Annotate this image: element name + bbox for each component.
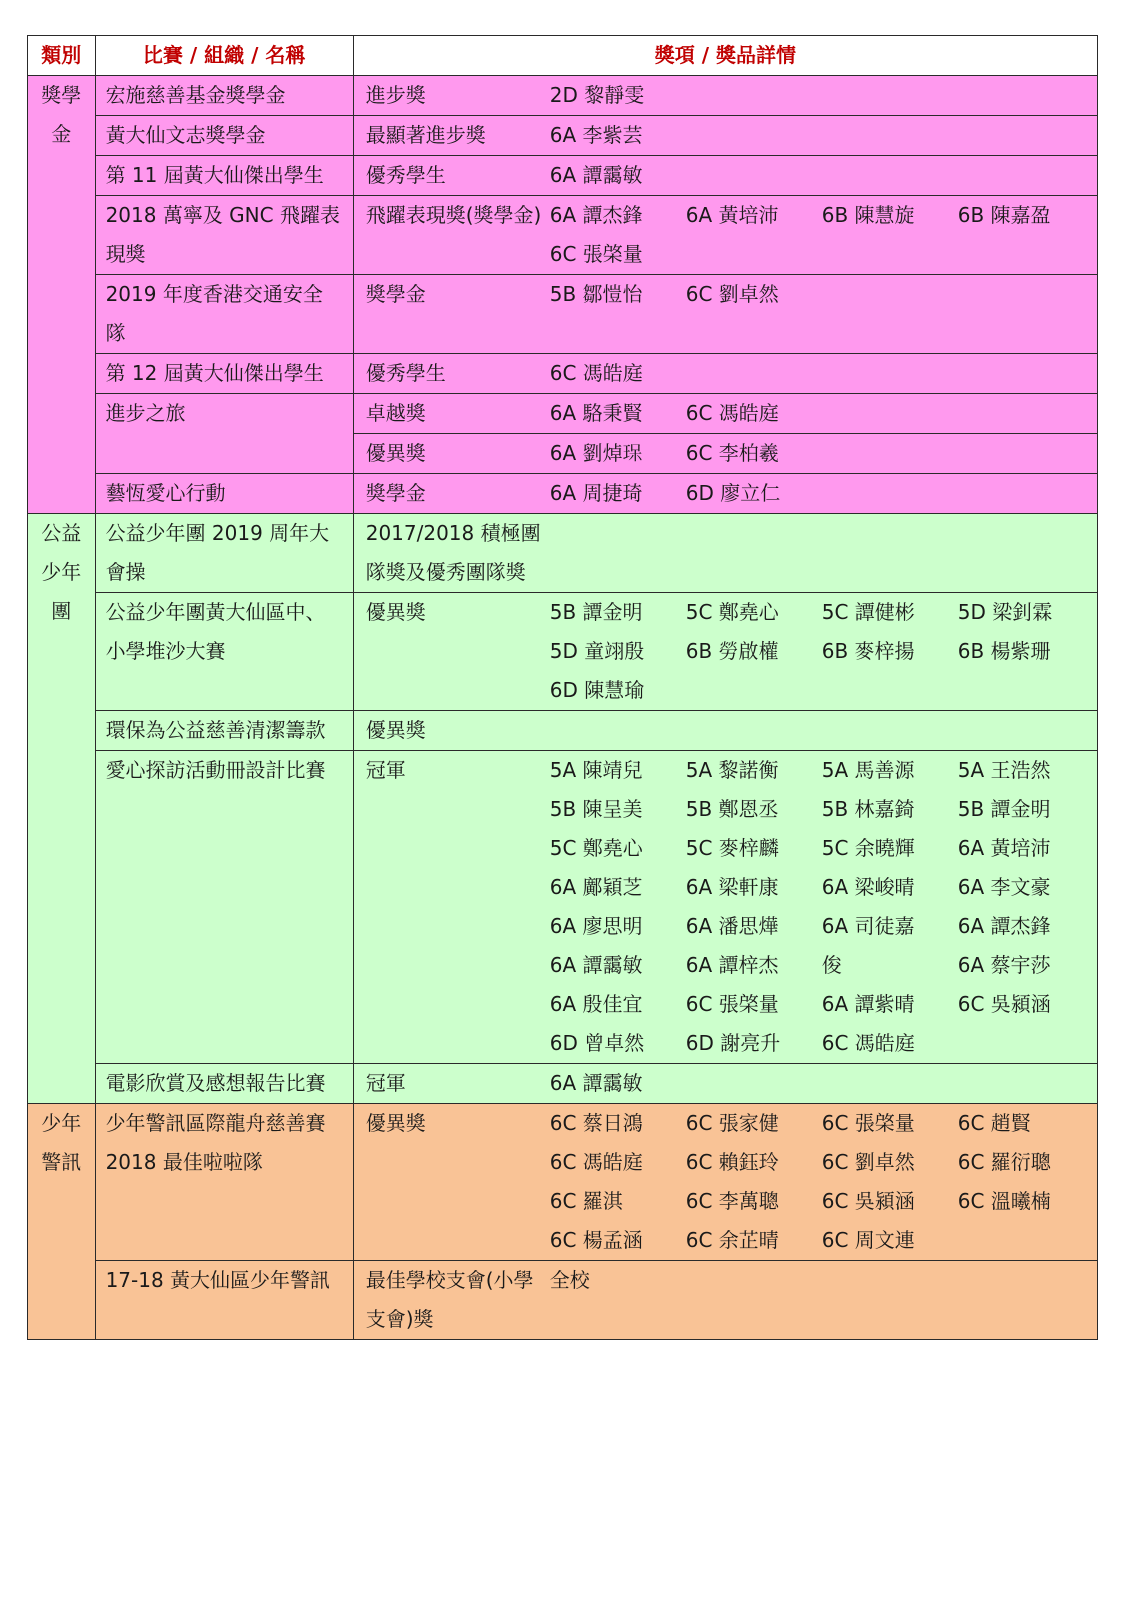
winner-name: 6C 馮皓庭 [549, 1150, 643, 1174]
winner-name: 6C 楊孟涵 [549, 1228, 643, 1252]
winner-name: 6A 譚靄敏 [549, 1071, 643, 1095]
table-row [28, 76, 1098, 116]
winner-name: 6C 余芷晴 [685, 1228, 779, 1252]
winner-list [550, 514, 1094, 592]
award-name: 優異獎 [365, 441, 426, 465]
winner-name: 6C 劉卓然 [685, 282, 779, 306]
award-cell [353, 156, 1097, 196]
winner-name: 5B 鄭恩丞 [685, 797, 779, 821]
winner-list [550, 1104, 1094, 1260]
winner-list [550, 196, 1094, 274]
table-row [28, 711, 1098, 751]
header-event: 比賽 / 組織 / 名稱 [95, 36, 353, 76]
winner-name: 6C 溫曦楠 [957, 1189, 1051, 1213]
winner-name: 6A 司徒嘉 [821, 914, 915, 938]
winner-name: 5D 梁釗霖 [957, 600, 1053, 624]
winner-name: 6A 周捷琦 [549, 481, 643, 505]
winner-name: 5C 鄭堯心 [549, 836, 643, 860]
event-name: 17-18 黃大仙區少年警訊 [95, 1261, 353, 1340]
winner-name: 全校 [549, 1268, 590, 1292]
winner-name: 6D 廖立仁 [685, 481, 781, 505]
winner-name: 6B 勞啟權 [685, 639, 779, 663]
award-cell [353, 711, 1097, 751]
award-cell [353, 1104, 1097, 1261]
table-row [28, 593, 1098, 711]
winner-name: 6D 謝亮升 [685, 1031, 781, 1055]
award-name: 冠軍 [365, 758, 406, 782]
winner-name: 6D 陳慧瑜 [549, 678, 645, 702]
winner-name: 6A 殷佳宜 [549, 992, 643, 1016]
winner-name: 6A 梁軒康 [685, 875, 779, 899]
winner-name: 6C 馮皓庭 [549, 361, 643, 385]
winner-name: 6C 馮皓庭 [685, 401, 779, 425]
winner-name: 6C 劉卓然 [821, 1150, 915, 1174]
winner-name: 6A 黃培沛 [685, 203, 779, 227]
event-name: 環保為公益慈善清潔籌款 [95, 711, 353, 751]
winner-name: 俊 [821, 953, 842, 977]
winner-list [550, 434, 1094, 473]
award-name: 優秀學生 [365, 361, 446, 385]
winner-name: 5D 童翊殷 [549, 639, 645, 663]
winner-name: 6C 羅衍聰 [957, 1150, 1051, 1174]
winner-list [550, 711, 1094, 750]
winner-list [550, 76, 1094, 115]
award-name: 獎學金 [365, 282, 426, 306]
winner-list [550, 1261, 1094, 1339]
event-name: 少年警訊區際龍舟慈善賽 2018 最佳啦啦隊 [95, 1104, 353, 1261]
award-cell [353, 514, 1097, 593]
winner-name: 6A 譚梓杰 [685, 953, 779, 977]
table-row [28, 474, 1098, 514]
winner-name: 5A 馬善源 [821, 758, 915, 782]
winner-name: 6A 譚紫晴 [821, 992, 915, 1016]
winner-name: 6C 張棨量 [685, 992, 779, 1016]
winner-name: 6A 劉焯𤥯 [549, 441, 643, 465]
winner-name: 6A 李文豪 [957, 875, 1051, 899]
event-name: 第 11 屆黃大仙傑出學生 [95, 156, 353, 196]
winner-name: 6C 羅淇 [549, 1189, 623, 1213]
winner-name: 6C 李萬聰 [685, 1189, 779, 1213]
award-cell [353, 434, 1097, 474]
winner-name: 6C 張家健 [685, 1111, 779, 1135]
award-name: 獎學金 [365, 481, 426, 505]
award-cell [353, 76, 1097, 116]
event-name: 愛心探訪活動冊設計比賽 [95, 751, 353, 1064]
winner-name: 6A 黃培沛 [957, 836, 1051, 860]
winner-list [550, 474, 1094, 513]
event-name: 2019 年度香港交通安全隊 [95, 275, 353, 354]
award-name: 卓越獎 [365, 401, 426, 425]
table-row [28, 1261, 1098, 1340]
table-row [28, 196, 1098, 275]
winner-name: 6C 張棨量 [549, 242, 643, 266]
winner-name: 5C 余曉輝 [821, 836, 915, 860]
award-name: 優異獎 [365, 600, 426, 624]
award-cell [353, 116, 1097, 156]
winner-name: 6D 曾卓然 [549, 1031, 645, 1055]
category-scholarship: 獎學金 [28, 76, 96, 514]
table-row [28, 1064, 1098, 1104]
winner-name: 5A 黎諾衡 [685, 758, 779, 782]
winner-name: 5B 譚金明 [957, 797, 1051, 821]
winner-name: 5C 麥梓麟 [685, 836, 779, 860]
winner-name: 5B 陳呈美 [549, 797, 643, 821]
winner-list [550, 1064, 1094, 1103]
header-award: 獎項 / 獎品詳情 [353, 36, 1097, 76]
winner-name: 6B 陳嘉盈 [957, 203, 1051, 227]
winner-name: 6A 廖思明 [549, 914, 643, 938]
award-cell [353, 593, 1097, 711]
award-cell [353, 196, 1097, 275]
event-name: 2018 萬寧及 GNC 飛躍表現獎 [95, 196, 353, 275]
table-row [28, 514, 1098, 593]
award-name: 最顯著進步獎 [365, 123, 486, 147]
winner-list [550, 116, 1094, 155]
winner-name: 5C 譚健彬 [821, 600, 915, 624]
winner-name: 6A 蔡宇莎 [957, 953, 1051, 977]
award-name: 2017/2018 積極團隊獎及優秀團隊獎 [365, 521, 541, 584]
category-youth-group: 公益少年團 [28, 514, 96, 1104]
winner-name: 6C 吳潁涵 [821, 1189, 915, 1213]
winner-list [550, 156, 1094, 195]
winner-name: 6A 譚杰鋒 [549, 203, 643, 227]
winner-list [550, 275, 1094, 314]
winner-name: 6B 楊紫珊 [957, 639, 1051, 663]
winner-name: 5C 鄭堯心 [685, 600, 779, 624]
winner-name: 6A 譚靄敏 [549, 953, 643, 977]
award-name: 飛躍表現獎(獎學金) [365, 203, 542, 227]
award-cell [353, 1261, 1097, 1340]
winner-list [550, 593, 1094, 710]
header-row [28, 36, 1098, 76]
event-name: 公益少年團黃大仙區中、小學堆沙大賽 [95, 593, 353, 711]
table-row [28, 275, 1098, 354]
award-cell [353, 275, 1097, 354]
award-cell [353, 354, 1097, 394]
winner-name: 6C 周文連 [821, 1228, 915, 1252]
winner-name: 5B 鄒愷怡 [549, 282, 643, 306]
event-name: 藝恆愛心行動 [95, 474, 353, 514]
winner-name: 6A 梁峻晴 [821, 875, 915, 899]
award-name: 最佳學校支會(小學支會)獎 [365, 1268, 534, 1331]
winner-name: 6C 蔡日鴻 [549, 1111, 643, 1135]
winner-list [550, 751, 1094, 1063]
award-cell [353, 751, 1097, 1064]
awards-table [27, 35, 1098, 1340]
event-name: 宏施慈善基金獎學金 [95, 76, 353, 116]
category-junior-police: 少年警訊 [28, 1104, 96, 1340]
event-name: 電影欣賞及感想報告比賽 [95, 1064, 353, 1104]
award-name: 優秀學生 [365, 163, 446, 187]
table-row [28, 394, 1098, 434]
winner-name: 6A 鄺穎芝 [549, 875, 643, 899]
winner-name: 6A 李紫芸 [549, 123, 643, 147]
award-cell [353, 1064, 1097, 1104]
winner-name: 5B 林嘉錡 [821, 797, 915, 821]
winner-list [550, 394, 1094, 433]
award-name: 冠軍 [365, 1071, 406, 1095]
table-row [28, 116, 1098, 156]
winner-name: 6A 潘思燁 [685, 914, 779, 938]
header-category: 類別 [28, 36, 96, 76]
winner-name: 6C 馮皓庭 [821, 1031, 915, 1055]
winner-name: 5B 譚金明 [549, 600, 643, 624]
winner-name: 6C 張棨量 [821, 1111, 915, 1135]
winner-name: 6C 趙賢 [957, 1111, 1031, 1135]
winner-name: 6A 譚杰鋒 [957, 914, 1051, 938]
event-name: 黃大仙文志獎學金 [95, 116, 353, 156]
winner-name: 6B 陳慧旋 [821, 203, 915, 227]
table-row [28, 156, 1098, 196]
award-name: 進步獎 [365, 83, 426, 107]
award-name: 優異獎 [365, 718, 426, 742]
table-row [28, 354, 1098, 394]
event-name: 公益少年團 2019 周年大會操 [95, 514, 353, 593]
winner-name: 6C 李柏羲 [685, 441, 779, 465]
winner-name: 6A 譚靄敏 [549, 163, 643, 187]
winner-name: 2D 黎靜雯 [549, 83, 645, 107]
winner-name: 6B 麥梓揚 [821, 639, 915, 663]
winner-name: 6C 賴鈺玲 [685, 1150, 779, 1174]
event-name: 第 12 屆黃大仙傑出學生 [95, 354, 353, 394]
award-cell [353, 394, 1097, 434]
award-name: 優異獎 [365, 1111, 426, 1135]
event-name: 進步之旅 [95, 394, 353, 474]
winner-name: 6A 駱秉賢 [549, 401, 643, 425]
winner-list [550, 354, 1094, 393]
table-row [28, 751, 1098, 1064]
award-cell [353, 474, 1097, 514]
winner-name: 5A 陳靖兒 [549, 758, 643, 782]
winner-name: 6C 吳潁涵 [957, 992, 1051, 1016]
winner-name: 5A 王浩然 [957, 758, 1051, 782]
table-row [28, 1104, 1098, 1261]
